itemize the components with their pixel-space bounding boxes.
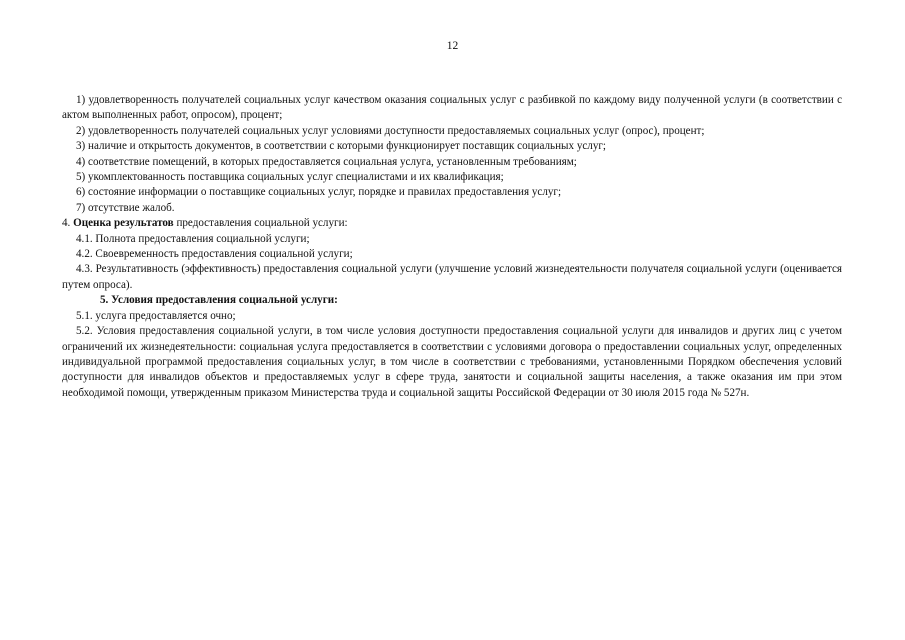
section-5-heading: 5. Условия предоставления социальной услуги: [100,294,338,307]
criteria-item-5: 5) укомплектованность поставщика социальных услуг специалистами и их квалификация; [76,171,504,184]
criteria-item-1: 1) удовлетворенность получателей социальных услуг качеством оказания социальных услуг с разбивкой по каждому виду полученной услуги (в соответствии с актом выполненных работ, опросом), процент; [62,94,842,122]
criteria-item-6: 6) состояние информации о поставщике социальных услуг, порядке и правилах предоставления услуг; [76,186,562,199]
criteria-item-4: 4) соответствие помещений, в которых предоставляется социальная услуга, установленным требованиям; [76,155,577,168]
section-4-number: 4. [62,217,71,230]
section-4-item-3: 4.3. Результативность (эффективность) предоставления социальной услуги (улучшение условий жизнедеятельности получателя социальной услуги (оценивается путем опроса). [62,263,842,291]
criteria-item-7: 7) отсутствие жалоб. [76,201,175,214]
section-4-title-rest: предоставления социальной услуги: [173,217,348,230]
criteria-item-2: 2) удовлетворенность получателей социальных услуг условиями доступности предоставляемых социальных услуг (опрос), процент; [76,124,705,137]
section-5-item-1: 5.1. услуга предоставляется очно; [76,309,236,322]
page-number: 12 [446,40,459,52]
section-5-item-2: 5.2. Условия предоставления социальной услуги, в том числе условия доступности предоставления социальной услуги для инвалидов и других лиц с учетом ограничений их жизнедеятельности: социальная услуга предоставляется в соответствии с условиями договора о предоставлении социальных услуг, определенных индивидуальной программой предоставления социальных услуг, в том числе в соответствии с требованиями, установленными Порядком обеспечения условий доступности для инвалидов объектов и предоставляемых услуг в сфере труда, занятости и социальной защиты населения, а также оказания им при этом необходимой помощи, утвержденным приказом Министерства труда и социальной защиты Российской Федерации от 30 июля 2015 года № 527н. [62,325,842,399]
section-4-item-1: 4.1. Полнота предоставления социальной услуги; [76,232,310,245]
section-4-heading [62,216,842,231]
section-4-item-2: 4.2. Своевременность предоставления социальной услуги; [76,248,353,261]
document-body [62,93,842,401]
section-4-title-bold: Оценка результатов [73,217,174,230]
criteria-item-3: 3) наличие и открытость документов, в соответствии с которыми функционирует поставщик социальных услуг; [76,140,607,153]
